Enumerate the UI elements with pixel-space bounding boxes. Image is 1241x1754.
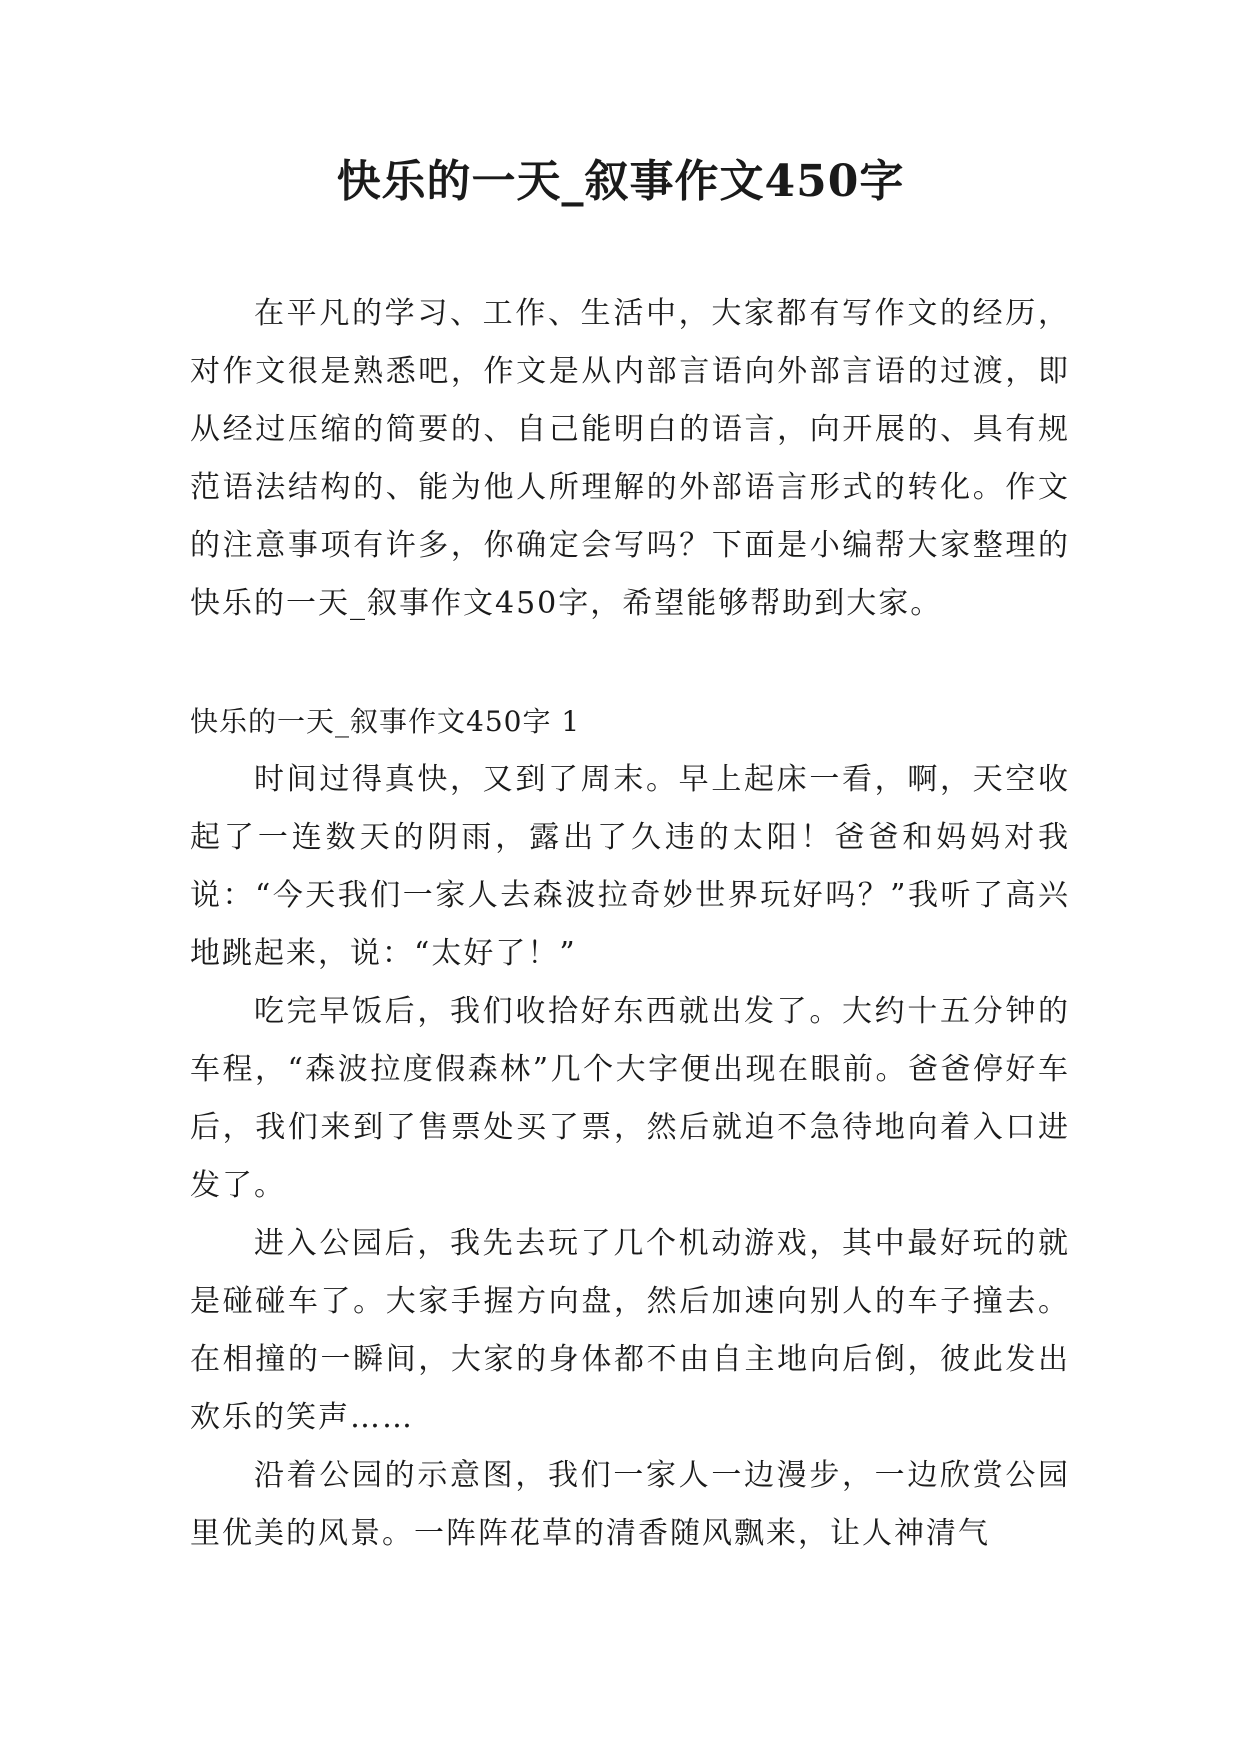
section-heading: 快乐的一天_叙事作文450字 1 [190,705,581,738]
document-body [190,285,1070,1563]
intro-paragraph: 在平凡的学习、工作、生活中，大家都有写作文的经历，对作文很是熟悉吧，作文是从内部言语向外部言语的过渡，即从经过压缩的简要的、自己能明白的语言，向开展的、具有规范语法结构的、能为他人所理解的外部语言形式的转化。作文的注意事项有许多，你确定会写吗？下面是小编帮大家整理的快乐的一天_叙事作文450字，希望能够帮助到大家。 [190,296,1070,621]
document-title: 快乐的一天_叙事作文450字 [336,156,905,207]
body-paragraph-2: 吃完早饭后，我们收拾好东西就出发了。大约十五分钟的车程，“森波拉度假森林”几个大字便出现在眼前。爸爸停好车后，我们来到了售票处买了票，然后就迫不急待地向着入口进发了。 [190,994,1070,1203]
body-paragraph-1: 时间过得真快，又到了周末。早上起床一看，啊，天空收起了一连数天的阴雨，露出了久违的太阳！爸爸和妈妈对我说：“今天我们一家人去森波拉奇妙世界玩好吗？”我听了高兴地跳起来，说：“太好了！” [190,762,1070,971]
body-paragraph-3: 进入公园后，我先去玩了几个机动游戏，其中最好玩的就是碰碰车了。大家手握方向盘，然后加速向别人的车子撞去。在相撞的一瞬间，大家的身体都不由自主地向后倒，彼此发出欢乐的笑声…… [190,1226,1070,1435]
body-paragraph-4: 沿着公园的示意图，我们一家人一边漫步，一边欣赏公园里优美的风景。一阵阵花草的清香随风飘来，让人神清气 [190,1458,1070,1551]
